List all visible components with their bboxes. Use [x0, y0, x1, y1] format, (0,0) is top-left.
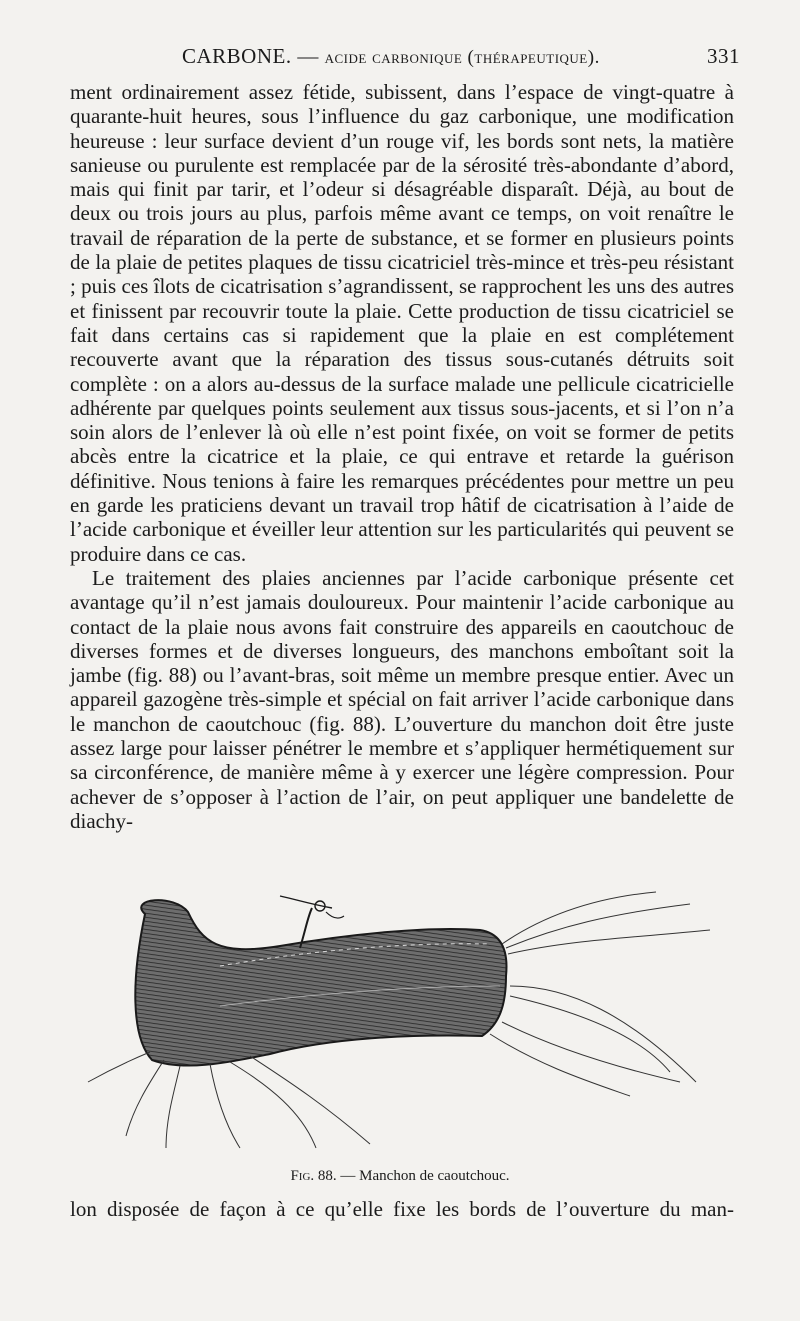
- page-number: 331: [707, 44, 740, 68]
- figure-caption-text: — Manchon de caoutchouc.: [340, 1168, 510, 1184]
- figure-label: Fig. 88.: [290, 1168, 337, 1184]
- running-title: CARBONE. — acide carbonique (thérapeutique).: [182, 44, 600, 68]
- running-header: [70, 44, 740, 76]
- paragraph-2: Le traitement des plaies anciennes par l’acide carbonique présente cet avantage qu’il n’est jamais douloureux. Pour maintenir l’acide carbonique au contact de la plaie nous avons fait construire des appareils en caoutchouc de diverses formes et de diverses longueurs, des manchons emboîtant soit la jambe (fig. 88) ou l’avant-bras, soit même un membre presque entier. Avec un appareil gazogène très-simple et spécial on fait arriver l’acide carbonique dans le manchon de caoutchouc (fig. 88). L’ouverture du manchon doit être juste assez large pour laisser pénétrer le membre et s’appliquer hermétiquement sur sa circonférence, de manière même à y exercer une légère compression. Pour achever de s’opposer à l’action de l’air, on peut appliquer une bandelette de diachy-: [70, 565, 734, 833]
- body-text: [70, 80, 734, 833]
- figure-caption: [0, 1168, 800, 1185]
- continuation-line: lon disposée de façon à ce qu’elle fixe les bords de l’ouverture du man-: [70, 1197, 734, 1221]
- running-subtitle: acide carbonique (thérapeutique).: [324, 47, 600, 68]
- rubber-sleeve-illustration: [70, 886, 750, 1166]
- paragraph-1: ment ordinairement assez fétide, subissent, dans l’espace de vingt-quatre à quarante-huit heures, sous l’influence du gaz carbonique, une modification heureuse : leur surface devient d’un rouge vif, les bords sont nets, la matière sanieuse ou purulente est remplacée par de la sérosité très-abondante d’abord, mais qui finit par tarir, et l’odeur si désagréable disparaît. Déjà, au bout de deux ou trois jours au plus, parfois même avant ce temps, on voit renaître le travail de réparation de la perte de substance, et se former en plusieurs points de la plaie de petites plaques de tissu cicatriciel très-mince et très-peu résistant ; puis ces îlots de cicatrisation s’agrandissent, se rapprochent les uns des autres et finissent par recouvrir toute la plaie. Cette production de tissu cicatriciel se fait dans certains cas si rapidement que la plaie en est complétement recouverte avant que la réparation des tissus sous-cutanés détruits soit complète : on a alors au-dessus de la surface malade une pellicule cicatricielle adhérente par quelques points seulement aux tissus sous-jacents, et si l’on n’a soin alors de l’enlever là où elle n’est point fixée, on voit se former de petits abcès entre la cicatrice et la plaie, ce qui entrave et retarde la guérison définitive. Nous tenions à faire les remarques précédentes pour mettre un peu en garde les praticiens devant un travail trop hâtif de cicatrisation à l’aide de l’acide carbonique et éveiller leur attention sur les particularités qui peuvent se produire dans ce cas.: [70, 80, 734, 566]
